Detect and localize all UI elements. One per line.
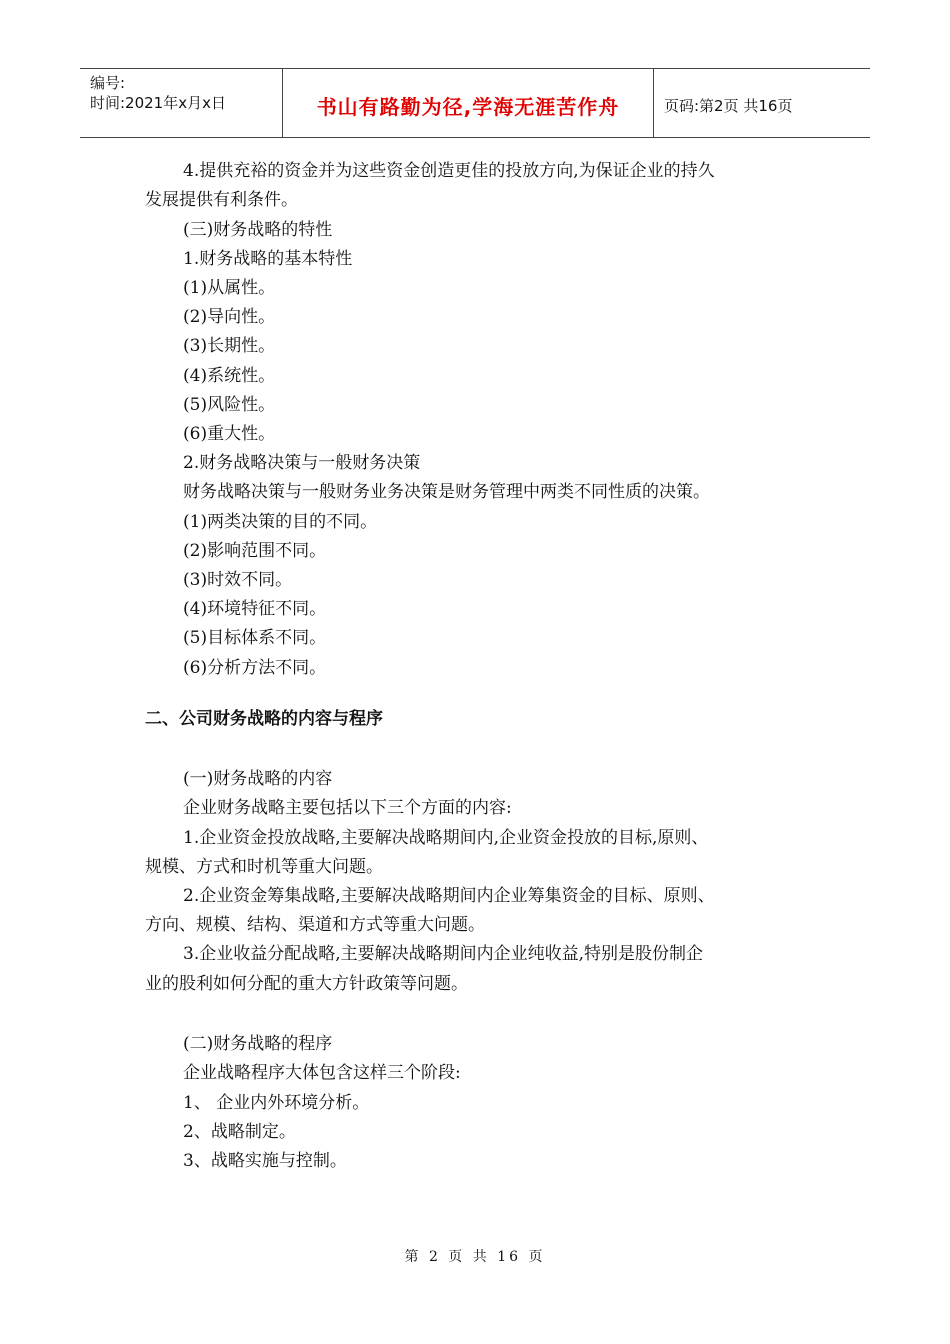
- list-item: (5)目标体系不同。: [183, 628, 327, 648]
- paragraph-line: 4.提供充裕的资金并为这些资金创造更佳的投放方向,为保证企业的持久: [183, 161, 715, 181]
- paragraph-line: 2.财务战略决策与一般财务决策: [183, 453, 421, 473]
- list-item: (6)分析方法不同。: [183, 658, 327, 678]
- header-motto: 书山有路勤为径,学海无涯苦作舟: [282, 69, 654, 137]
- header-page-info: 页码:第2页 共16页: [664, 96, 793, 115]
- section-heading: 二、公司财务战略的内容与程序: [145, 709, 383, 729]
- list-item: (1)两类决策的目的不同。: [183, 512, 378, 532]
- paragraph-line: 1.企业资金投放战略,主要解决战略期间内,企业资金投放的目标,原则、: [183, 828, 709, 848]
- page-footer: 第 2 页 共 16 页: [404, 1249, 546, 1265]
- paragraph-line: 发展提供有利条件。: [145, 190, 298, 210]
- subsection-title: (二)财务战略的程序: [183, 1034, 333, 1054]
- list-item: (6)重大性。: [183, 424, 276, 444]
- paragraph-line: 2.企业资金筹集战略,主要解决战略期间内企业筹集资金的目标、原则、: [183, 886, 715, 906]
- paragraph-line: 1.财务战略的基本特性: [183, 249, 353, 269]
- paragraph-line: 方向、规模、结构、渠道和方式等重大问题。: [145, 915, 485, 935]
- subsection-title: (三)财务战略的特性: [183, 220, 333, 240]
- document-date: 时间:2021年x月x日: [90, 94, 226, 112]
- list-item: (3)长期性。: [183, 336, 276, 356]
- list-item: (1)从属性。: [183, 278, 276, 298]
- subsection-title: (一)财务战略的内容: [183, 769, 333, 789]
- paragraph-line: 企业战略程序大体包含这样三个阶段:: [183, 1063, 461, 1083]
- list-item: (3)时效不同。: [183, 570, 293, 590]
- list-item: (4)环境特征不同。: [183, 599, 327, 619]
- list-item: (4)系统性。: [183, 366, 276, 386]
- paragraph-line: 3.企业收益分配战略,主要解决战略期间内企业纯收益,特别是股份制企: [183, 944, 704, 964]
- paragraph-line: 财务战略决策与一般财务业务决策是财务管理中两类不同性质的决策。: [183, 482, 710, 502]
- header-meta: [80, 69, 282, 137]
- document-number-label: 编号:: [90, 74, 126, 92]
- list-item: 2、战略制定。: [183, 1122, 296, 1142]
- list-item: (2)导向性。: [183, 307, 276, 327]
- list-item: (2)影响范围不同。: [183, 541, 327, 561]
- paragraph-line: 企业财务战略主要包括以下三个方面的内容:: [183, 798, 512, 818]
- list-item: 3、战略实施与控制。: [183, 1151, 347, 1171]
- paragraph-line: 规模、方式和时机等重大问题。: [145, 857, 383, 877]
- list-item: 1、 企业内外环境分析。: [183, 1093, 370, 1113]
- page-header: [80, 68, 870, 138]
- paragraph-line: 业的股利如何分配的重大方针政策等问题。: [145, 974, 468, 994]
- list-item: (5)风险性。: [183, 395, 276, 415]
